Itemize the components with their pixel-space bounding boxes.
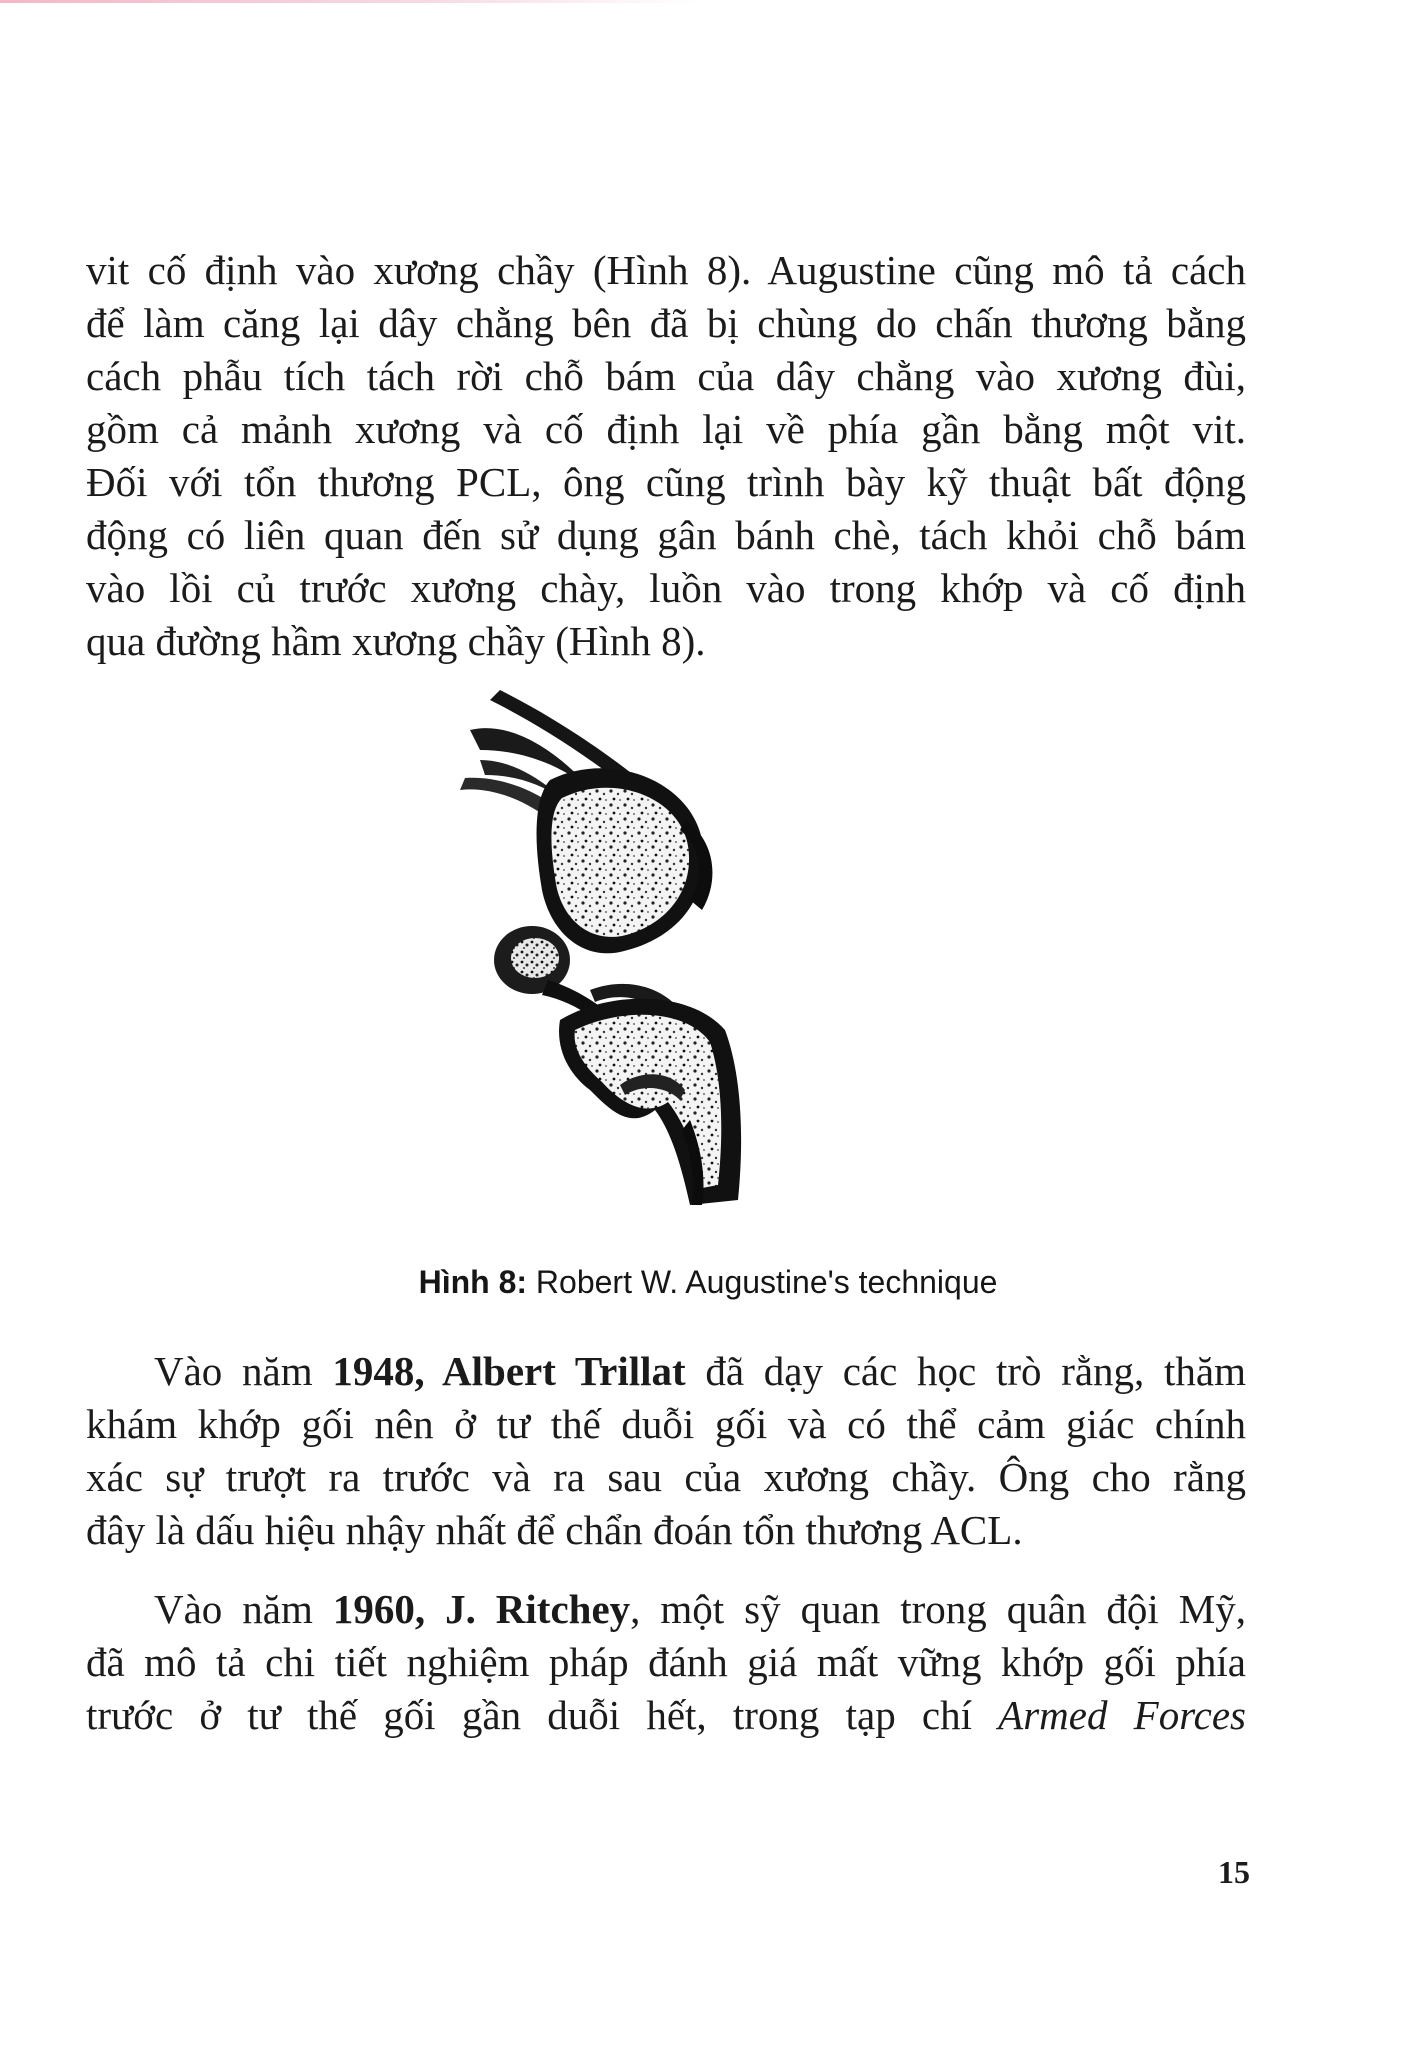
text-line: gồm cả mảnh xương và cố định lại về phía gần bằng một vit. [86,406,1246,452]
text-line: để làm căng lại dây chằng bên đã bị chùng do chấn thương bằng [86,300,1246,346]
text-line: cách phẫu tích tách rời chỗ bám của dây chằng vào xương đùi, [86,353,1246,399]
knee-illustration [440,690,780,1210]
text-line: Đối với tổn thương PCL, ông cũng trình bày kỹ thuật bất động [86,459,1246,505]
bold-text: 1960, J. Ritchey [332,1586,631,1632]
figure-caption [0,1262,1416,1302]
text-line: vit cố định vào xương chầy (Hình 8). Augustine cũng mô tả cách [86,247,1246,293]
tibia [559,999,741,1205]
paragraph-trillat [86,1345,1246,1557]
text-line [86,1583,1246,1636]
femur [460,690,712,953]
text-run: Vào năm [154,1348,333,1394]
text-line: qua đường hầm xương chầy (Hình 8). [86,618,706,664]
text-line: động có liên quan đến sử dụng gân bánh chè, tách khỏi chỗ bám [86,512,1246,558]
caption-text: Robert W. Augustine's technique [527,1264,998,1300]
text-run: , một sỹ quan trong quân đội Mỹ, [630,1586,1246,1632]
text-line [86,1689,1246,1742]
text-line [86,1345,1246,1398]
paragraph-augustine [86,244,1246,668]
text-line: xác sự trượt ra trước và ra sau của xương chầy. Ông cho rằng [86,1454,1246,1500]
text-line: đã mô tả chi tiết nghiệm pháp đánh giá mất vững khớp gối phía [86,1639,1246,1685]
text-run: trước ở tư thế gối gần duỗi hết, trong tạp chí [86,1692,999,1738]
page-edge-mark [0,0,700,3]
page-number: 15 [1218,1854,1250,1890]
text-line: khám khớp gối nên ở tư thế duỗi gối và có thể cảm giác chính [86,1401,1246,1447]
bold-text: 1948, Albert Trillat [332,1348,686,1394]
paragraph-ritchey [86,1583,1246,1742]
text-run: Vào năm [154,1586,333,1632]
italic-text: Armed Forces [998,1692,1246,1738]
caption-label: Hình 8: [418,1264,528,1300]
text-line: vào lồi củ trước xương chày, luồn vào trong khớp và cố định [86,565,1246,611]
text-run: đã dạy các học trò rằng, thăm [685,1348,1246,1394]
text-line: đây là dấu hiệu nhậy nhất để chẩn đoán tổn thương ACL. [86,1507,1023,1553]
